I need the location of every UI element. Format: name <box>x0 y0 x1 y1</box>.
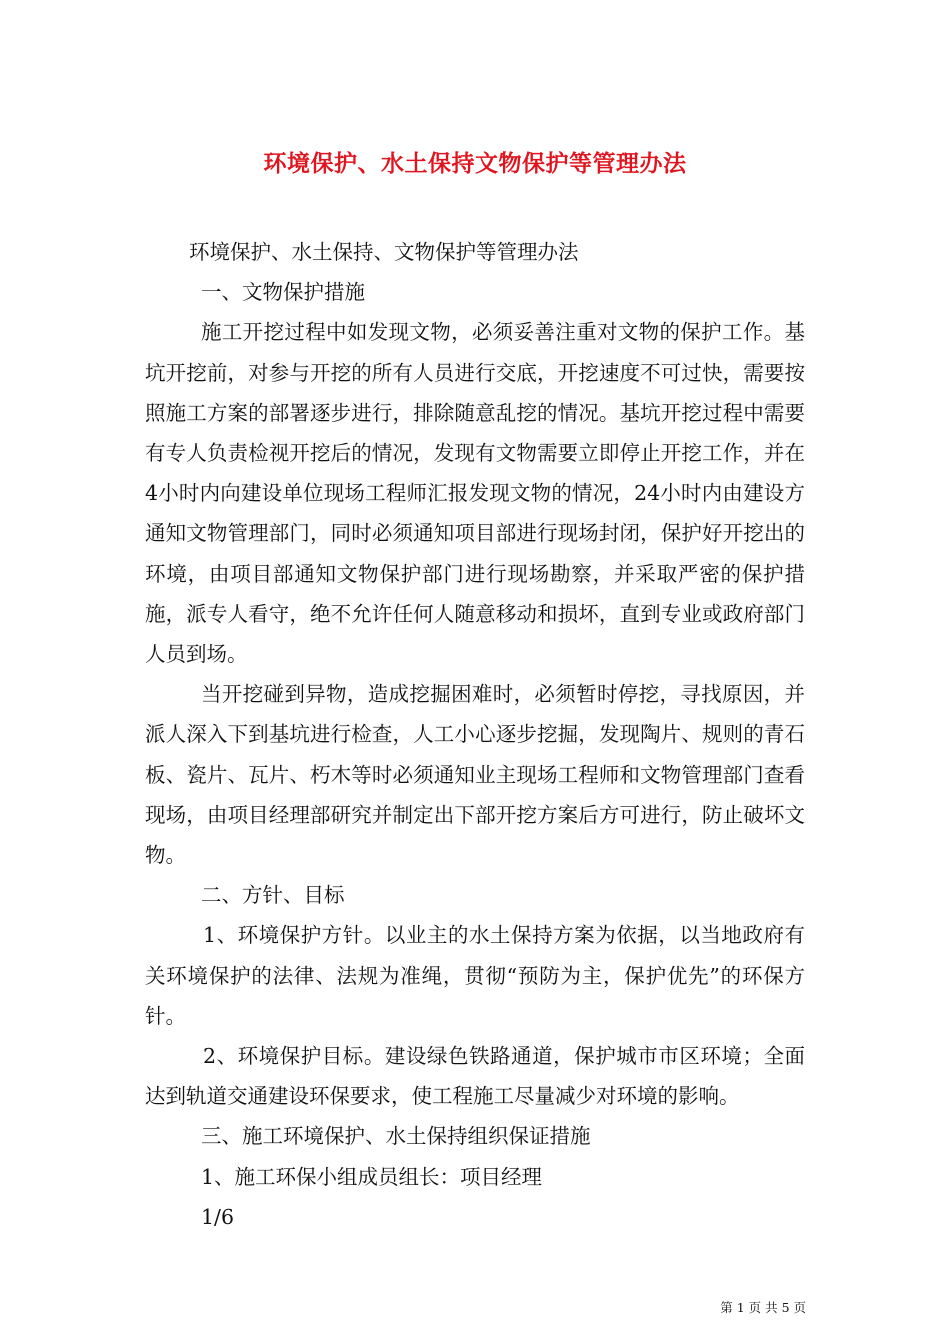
paragraph-goal: 2、环境保护目标。建设绿色铁路通道，保护城市市区环境；全面达到轨道交通建设环保要求，使工程施工尽量减少对环境的影响。 <box>145 1044 805 1109</box>
page-title: 环境保护、水土保持文物保护等管理办法 <box>263 150 687 178</box>
inline-page-marker: 1/6 <box>201 1204 234 1229</box>
paragraph-policy: 1、环境保护方针。以业主的水土保持方案为依据，以当地政府有关环境保护的法律、法规为准绳，贯彻“预防为主，保护优先”的环保方针。 <box>145 923 805 1028</box>
section-heading-2: 二、方针、目标 <box>201 883 345 908</box>
paragraph-relic-protection: 施工开挖过程中如发现文物，必须妥善注重对文物的保护工作。基坑开挖前，对参与开挖的所有人员进行交底，开挖速度不可过快，需要按照施工方案的部署逐步进行，排除随意乱挖的情况。基坑开挖过程中需要有专人负责检视开挖后的情况，发现有文物需要立即停止开挖工作，并在4小时内向建设单位现场工程师汇报发现文物的情况，24小时内由建设方通知文物管理部门，同时必须通知项目部进行现场封闭，保护好开挖出的环境，由项目部通知文物保护部门进行现场勘察，并采取严密的保护措施，派专人看守，绝不允许任何人随意移动和损坏，直到专业或政府部门人员到场。 <box>145 320 805 667</box>
page-footer: 第 1 页 共 5 页 <box>720 1300 806 1315</box>
paragraph-team-leader: 1、施工环保小组成员组长：项目经理 <box>201 1164 543 1189</box>
paragraph-excavation-obstacle: 当开挖碰到异物，造成挖掘困难时，必须暂时停挖，寻找原因，并派人深入下到基坑进行检查，人工小心逐步挖掘，发现陶片、规则的青石板、瓷片、瓦片、朽木等时必须通知业主现场工程师和文物管理部门查看现场，由项目经理部研究并制定出下部开挖方案后方可进行，防止破坏文物。 <box>145 682 805 868</box>
section-heading-1: 一、文物保护措施 <box>201 280 365 305</box>
document-body <box>145 232 805 1237</box>
paragraph-doc-heading: 环境保护、水土保持、文物保护等管理办法 <box>189 240 579 264</box>
section-heading-3: 三、施工环境保护、水土保持组织保证措施 <box>201 1124 591 1149</box>
